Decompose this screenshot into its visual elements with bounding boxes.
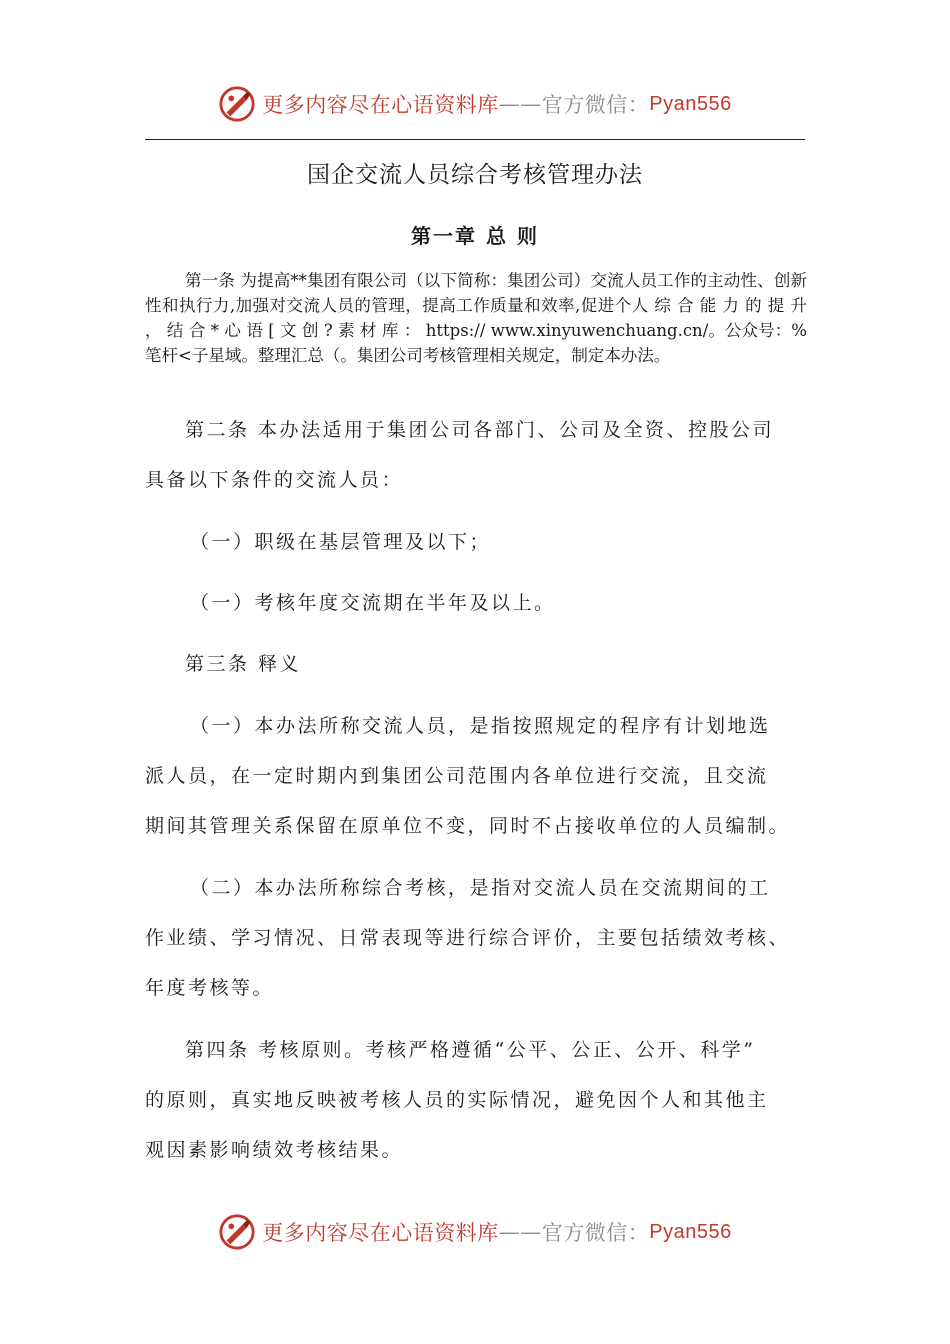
banner-suffix: 官方微信：: [541, 1221, 650, 1245]
header-banner: [0, 84, 950, 124]
article-1-paragraph: 第一条 为提高**集团有限公司（以下简称：集团公司）交流人员工作的主动性、创新性和执行力,加强对交流人员的管理，提高工作质量和效率,促进个人 综 合 能 力 的 提 升 ， 结 合 * 心 语 [ 文 创 ? 素 材 库 ： https:// www.xinyuwenchuang.cn/。公众号：%笔杆<子星域。整理汇总（。集团公司考核管理相关规定，制定本办法。: [145, 271, 807, 365]
pen-seal-icon: [218, 85, 256, 123]
article-3-item-1-line-1: （一）本办法所称交流人员，是指按照规定的程序有计划地选: [190, 715, 771, 737]
banner-dash: ——: [498, 1220, 542, 1244]
article-3-item-2-line-2: 作业绩、学习情况、日常表现等进行综合评价，主要包括绩效考核、: [145, 927, 791, 949]
banner-dash: ——: [498, 92, 542, 116]
article-3-item-1-line-2: 派人员，在一定时期内到集团公司范围内各单位进行交流，且交流: [145, 765, 769, 787]
chapter-heading: 第一章 总 则: [411, 224, 539, 248]
article-3-item-2-line-1: （二）本办法所称综合考核，是指对交流人员在交流期间的工: [190, 877, 771, 899]
body-text: [145, 418, 810, 1163]
pen-seal-icon: [218, 1213, 256, 1251]
article-2-line-2: 具备以下条件的交流人员：: [145, 469, 404, 491]
banner-suffix: 官方微信：: [541, 93, 650, 117]
article-4-line-1: 第四条 考核原则。考核严格遵循“公平、公正、公开、科学”: [185, 1039, 756, 1061]
banner-contact: Pyan556: [649, 1220, 732, 1243]
header-rule: [145, 139, 805, 140]
article-3-item-1-line-3: 期间其管理关系保留在原单位不变，同时不占接收单位的人员编制。: [145, 815, 791, 837]
article-4-line-3: 观因素影响绩效考核结果。: [145, 1139, 404, 1161]
article-2-line-1: 第二条 本办法适用于集团公司各部门、公司及全资、控股公司: [185, 419, 775, 441]
banner-contact: Pyan556: [649, 92, 732, 115]
document-title: 国企交流人员综合考核管理办法: [307, 162, 643, 188]
article-3-heading: 第三条 释义: [185, 653, 302, 675]
article-2-item-1: （一）职级在基层管理及以下；: [190, 531, 492, 553]
article-3-item-2-line-3: 年度考核等。: [145, 977, 275, 999]
banner-main-text: 更多内容尽在心语资料库: [262, 93, 499, 117]
article-2-item-2: （一）考核年度交流期在半年及以上。: [190, 592, 556, 614]
footer-banner: [0, 1212, 950, 1252]
article-4-line-2: 的原则，真实地反映被考核人员的实际情况，避免因个人和其他主: [145, 1089, 769, 1111]
banner-main-text: 更多内容尽在心语资料库: [262, 1221, 499, 1245]
